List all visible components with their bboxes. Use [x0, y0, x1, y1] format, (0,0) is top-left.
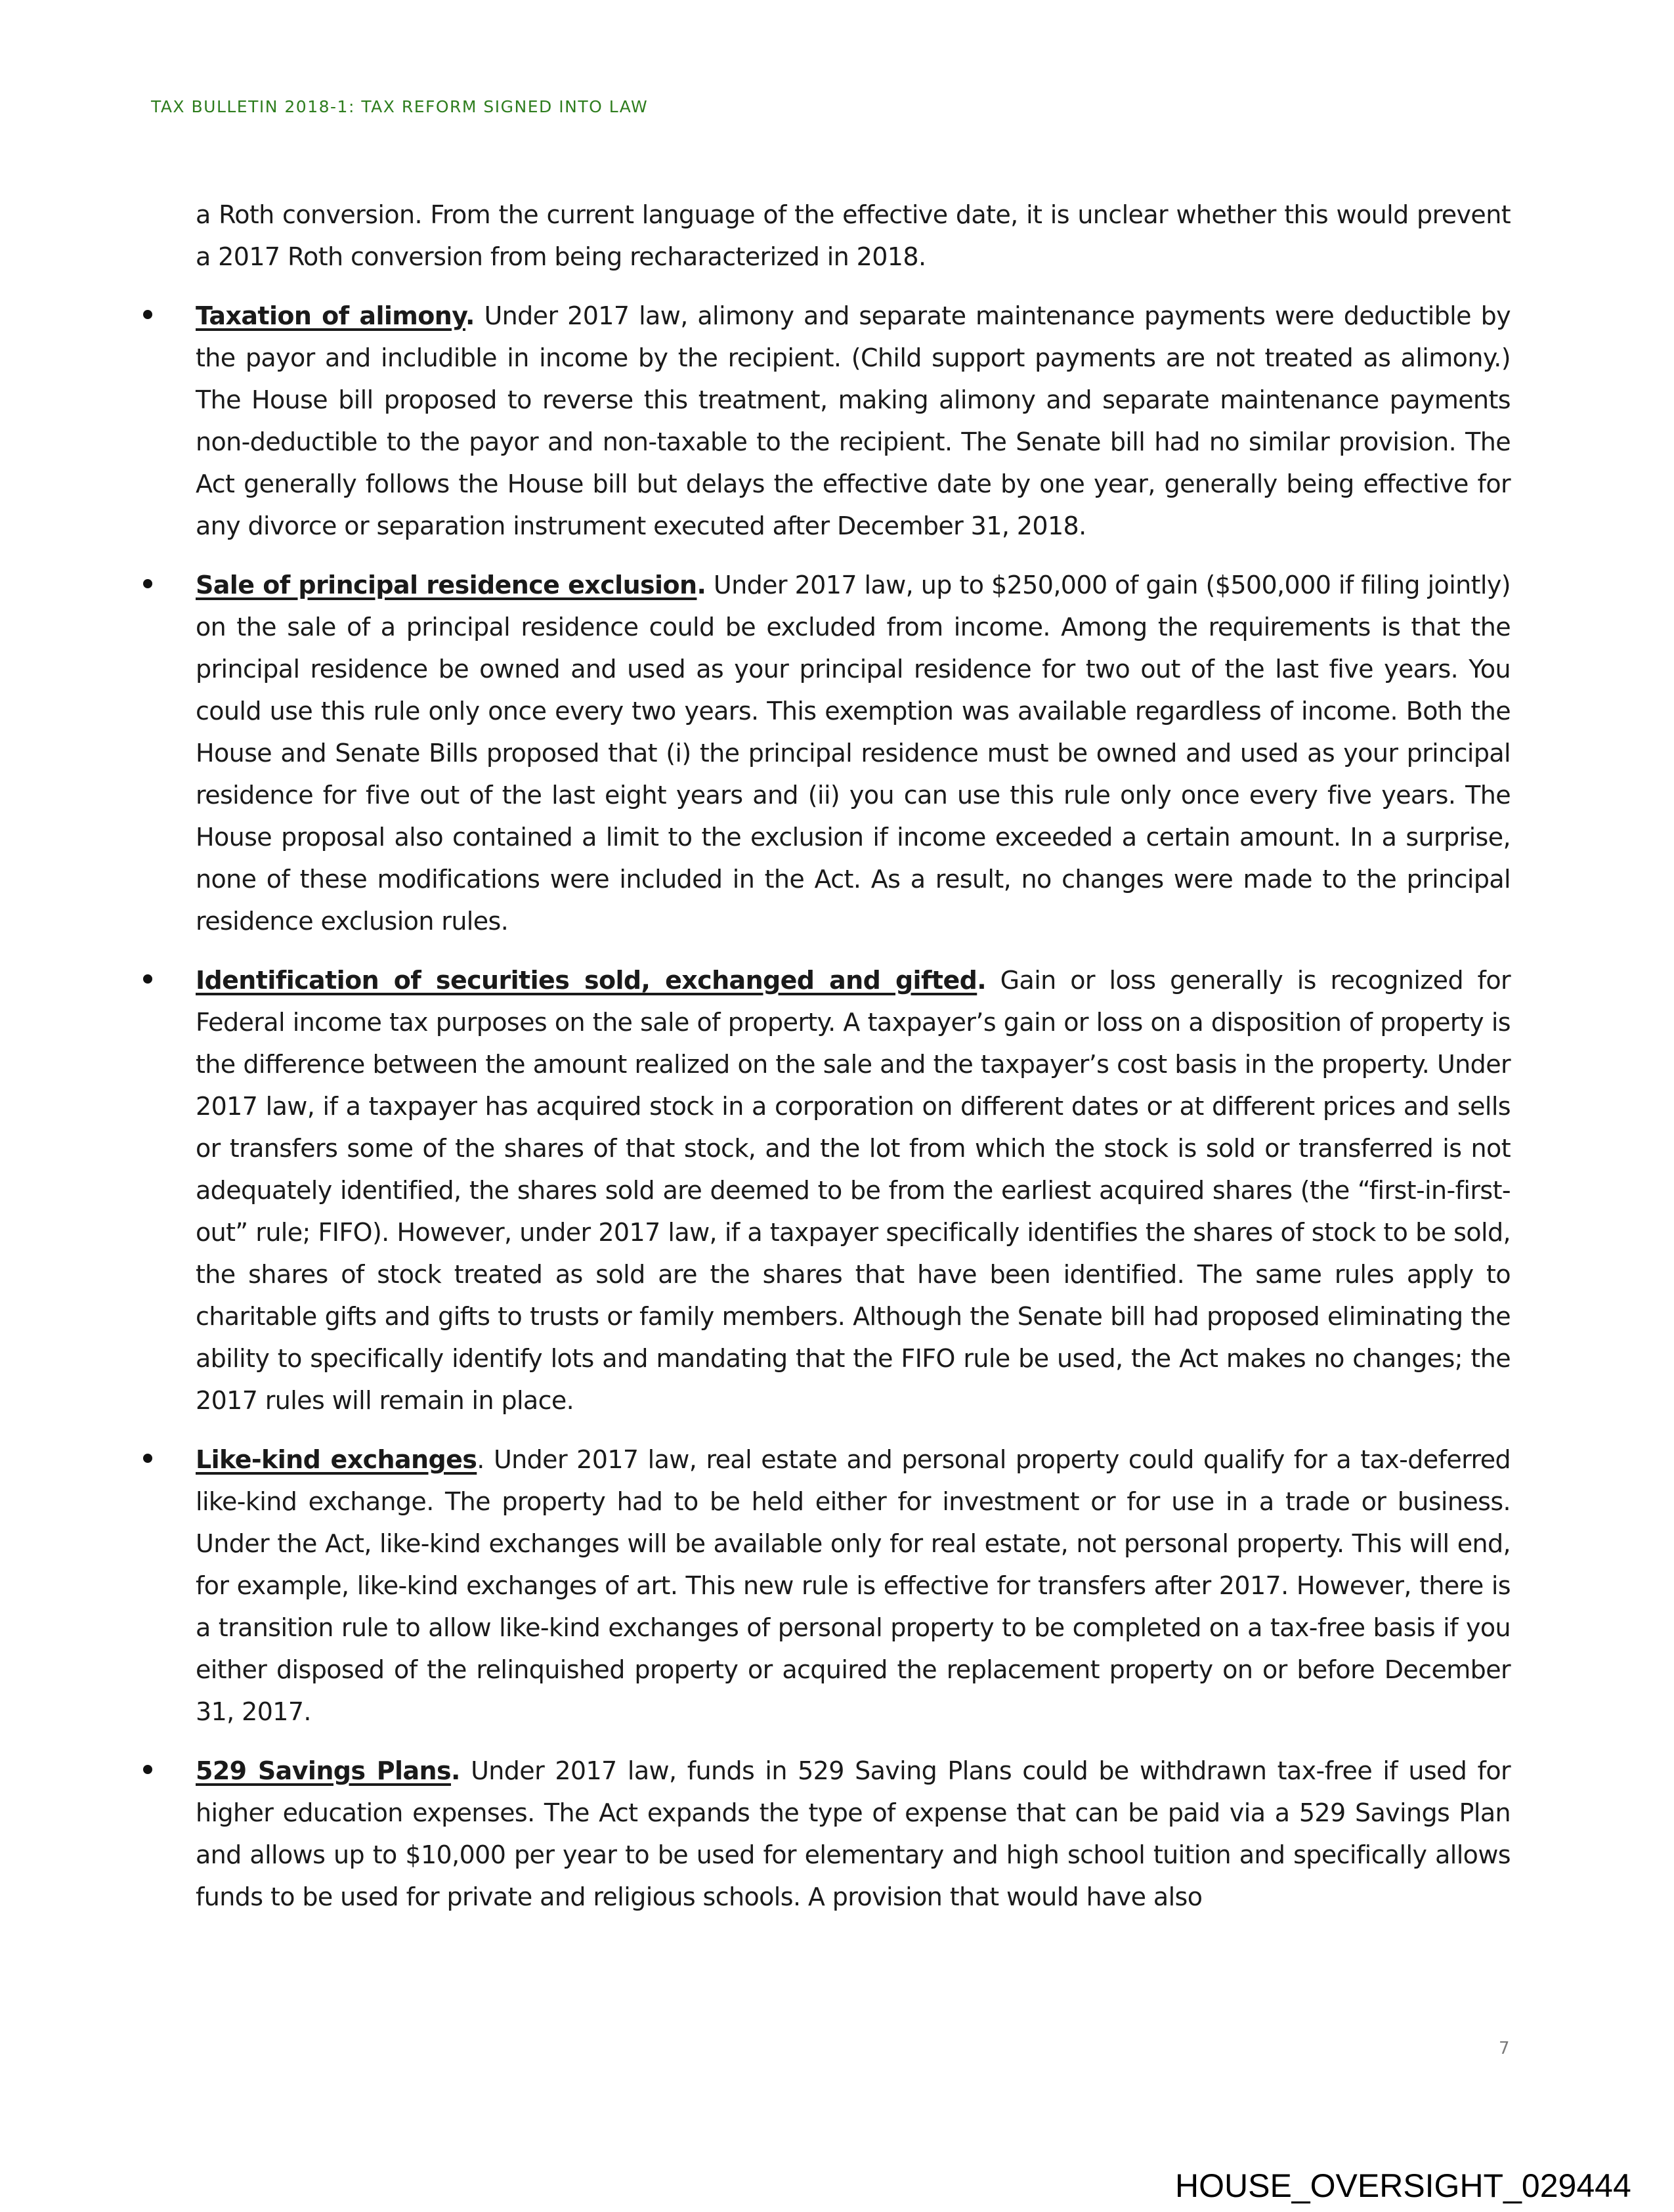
item-text: Under 2017 law, real estate and personal property could qualify for a tax-deferred like-kind exchange. The property had to be held either for investment or for use in a trade or business. Under the Act, like-kind exchanges will be available only for real estate, not personal property. This will end, for example, like-kind exchanges of art. This new rule is effective for transfers after 2017. However, there is a transition rule to allow like-kind exchanges of personal property to be completed on a tax-free basis if you either disposed of the relinquished property or acquired the replacement property on or before December 31, 2017.	[196, 1445, 1511, 1726]
bullet-item-529-plans: 529 Savings Plans. Under 2017 law, funds in 529 Saving Plans could be withdrawn tax-free if used for higher education expenses. The Act expands the type of expense that can be paid via a 529 Savings Plan and allows up to $10,000 per year to be used for elementary and high school tuition and specifically allows funds to be used for private and religious schools. A provision that would have also	[196, 1750, 1511, 1918]
bullet-item-like-kind-exchanges: Like-kind exchanges. Under 2017 law, real estate and personal property could qualify for a tax-deferred like-kind exchange. The property had to be held either for investment or for use in a trade or business. Under the Act, like-kind exchanges will be available only for real estate, not personal property. This will end, for example, like-kind exchanges of art. This new rule is effective for transfers after 2017. However, there is a transition rule to allow like-kind exchanges of personal property to be completed on a tax-free basis if you either disposed of the relinquished property or acquired the replacement property on or before December 31, 2017.	[196, 1439, 1511, 1733]
running-header: TAX BULLETIN 2018-1: TAX REFORM SIGNED INTO LAW	[151, 97, 649, 116]
item-text: Under 2017 law, up to $250,000 of gain ($500,000 if filing jointly) on the sale of a principal residence could be excluded from income. Among the requirements is that the principal residence be owned and used as your principal residence for two out of the last five years. You could use this rule only once every two years. This exemption was available regardless of income. Both the House and Senate Bills proposed that (i) the principal residence must be owned and used as your principal residence for five out of the last eight years and (ii) you can use this rule only once every five years. The House proposal also contained a limit to the exclusion if income exceeded a certain amount. In a surprise, none of these modifications were included in the Act. As a result, no changes were made to the principal residence exclusion rules.	[196, 571, 1511, 936]
document-body	[196, 194, 1511, 1935]
bullet-item-securities-identification: Identification of securities sold, exchanged and gifted. Gain or loss generally is recognized for Federal income tax purposes on the sale of property. A taxpayer’s gain or loss on a disposition of property is the difference between the amount realized on the sale and the taxpayer’s cost basis in the property. Under 2017 law, if a taxpayer has acquired stock in a corporation on different dates or at different prices and sells or transfers some of the shares of that stock, and the lot from which the stock is sold or transferred is not adequately identified, the shares sold are deemed to be from the earliest acquired shares (the “first-in-first-out” rule; FIFO). However, under 2017 law, if a taxpayer specifically identifies the shares of stock to be sold, the shares of stock treated as sold are the shares that have been identified. The same rules apply to charitable gifts and gifts to trusts or family members. Although the Senate bill had proposed eliminating the ability to specifically identify lots and mandating that the FIFO rule be used, the Act makes no changes; the 2017 rules will remain in place.	[196, 959, 1511, 1421]
bullet-icon	[143, 959, 156, 1001]
bullet-item-principal-residence: Sale of principal residence exclusion. Under 2017 law, up to $250,000 of gain ($500,000 if filing jointly) on the sale of a principal residence could be excluded from income. Among the requirements is that the principal residence be owned and used as your principal residence for two out of the last five years. You could use this rule only once every two years. This exemption was available regardless of income. Both the House and Senate Bills proposed that (i) the principal residence must be owned and used as your principal residence for five out of the last eight years and (ii) you can use this rule only once every five years. The House proposal also contained a limit to the exclusion if income exceeded a certain amount. In a surprise, none of these modifications were included in the Act. As a result, no changes were made to the principal residence exclusion rules.	[196, 564, 1511, 942]
bullet-icon	[143, 1439, 156, 1481]
item-heading: Identification of securities sold, exchanged and gifted	[196, 966, 977, 995]
item-text: Gain or loss generally is recognized for Federal income tax purposes on the sale of property. A taxpayer’s gain or loss on a disposition of property is the difference between the amount realized on the sale and the taxpayer’s cost basis in the property. Under 2017 law, if a taxpayer has acquired stock in a corporation on different dates or at different prices and sells or transfers some of the shares of that stock, and the lot from which the stock is sold or transferred is not adequately identified, the shares sold are deemed to be from the earliest acquired shares (the “first-in-first-out” rule; FIFO). However, under 2017 law, if a taxpayer specifically identifies the shares of stock to be sold, the shares of stock treated as sold are the shares that have been identified. The same rules apply to charitable gifts and gifts to trusts or family members. Although the Senate bill had proposed eliminating the ability to specifically identify lots and mandating that the FIFO rule be used, the Act makes no changes; the 2017 rules will remain in place.	[196, 966, 1511, 1415]
item-heading: Like-kind exchanges	[196, 1445, 477, 1474]
bullet-icon	[143, 564, 156, 606]
continuation-paragraph: a Roth conversion. From the current language of the effective date, it is unclear whether this would prevent a 2017 Roth conversion from being recharacterized in 2018.	[196, 200, 1511, 271]
item-text: Under 2017 law, alimony and separate maintenance payments were deductible by the payor and includible in income by the recipient. (Child support payments are not treated as alimony.) The House bill proposed to reverse this treatment, making alimony and separate maintenance payments non-deductible to the payor and non-taxable to the recipient. The Senate bill had no similar provision. The Act generally follows the House bill but delays the effective date by one year, generally being effective for any divorce or separation instrument executed after December 31, 2018.	[196, 301, 1511, 540]
item-heading: 529 Savings Plans	[196, 1756, 451, 1785]
bullet-icon	[143, 295, 156, 337]
bullet-icon	[143, 1750, 156, 1792]
item-text: Under 2017 law, funds in 529 Saving Plans could be withdrawn tax-free if used for higher education expenses. The Act expands the type of expense that can be paid via a 529 Savings Plan and allows up to $10,000 per year to be used for elementary and high school tuition and specifically allows funds to be used for private and religious schools. A provision that would have also	[196, 1756, 1511, 1911]
item-heading: Sale of principal residence exclusion	[196, 571, 697, 599]
item-heading: Taxation of alimony	[196, 301, 465, 330]
page-number: 7	[1499, 2039, 1510, 2058]
bullet-item-alimony: Taxation of alimony. Under 2017 law, alimony and separate maintenance payments were deductible by the payor and includible in income by the recipient. (Child support payments are not treated as alimony.) The House bill proposed to reverse this treatment, making alimony and separate maintenance payments non-deductible to the payor and non-taxable to the recipient. The Senate bill had no similar provision. The Act generally follows the House bill but delays the effective date by one year, generally being effective for any divorce or separation instrument executed after December 31, 2018.	[196, 295, 1511, 547]
bates-stamp: HOUSE_OVERSIGHT_029444	[1175, 2167, 1631, 2204]
